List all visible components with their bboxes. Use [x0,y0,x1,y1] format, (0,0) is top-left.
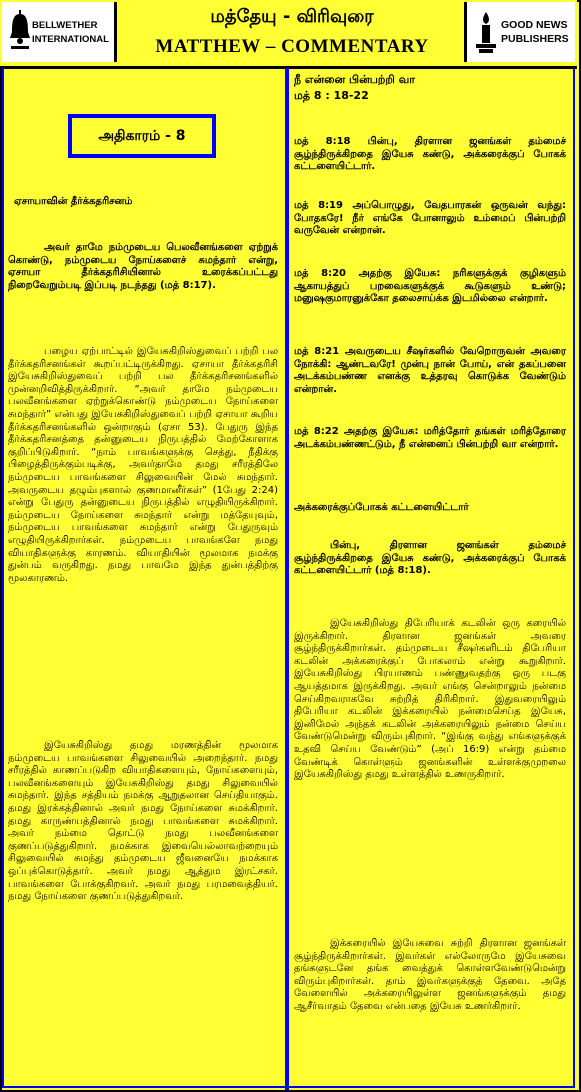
left-column [8,70,280,1084]
verse-20: மத் 8:20 அதற்கு இயேசு: நரிகளுக்குக் குழிகளும் ஆகாயத்துப் பறவைகளுக்குக் கூடுகளும் உண்டு; மனுஷகுமாரனுக்கோ தலைசாய்க்க இடமில்லை என்றார். [294,268,566,305]
section-heading: ஏசாயாவின் தீர்க்கதரிசனம் [14,196,133,207]
verse-22: மத் 8:22 அதற்கு இயேசு: மரித்தோர் தங்கள் மரித்தோரை அடக்கம்பண்ணட்டும், நீ என்னைப் பின்பற்றி வா என்றார். [294,426,566,450]
header [0,0,577,69]
paragraph: இக்கரையில் இயேசுவை சுற்றி திரளான ஜனங்கள் சூழ்ந்திருக்கிறார்கள். இவர்கள் எல்லோருமே இயேசுவை தங்களுடனே தங்க வைத்துக் கொள்ளவேண்டுமென்று விரும்புகிறார்கள். தாம் இவர்களுக்குத் தேவை. அதே வேளையில் அக்கரையிலுள்ள ஜனங்களுக்கும் தமது ஆசீர்வாதம் தேவை என்பதை இயேசு உணர்கிறார். [294,938,566,1012]
bell-icon [8,10,32,56]
title-tamil: மத்தேயு - விரிவுரை [210,6,374,27]
chapter-box [68,114,216,158]
logo-line-1: BELLWETHER [32,20,98,31]
verse-19: மத் 8:19 அப்பொழுது, வேதபாரகன் ஒருவன் வந்து: போதகரே! நீர் எங்கே போனாலும் உம்மைப் பின்பற்றி வருவேன் என்றான். [294,200,566,237]
paragraph: இயேசுகிறிஸ்து திபேரியாக் கடலின் ஒரு கரையில் இருக்கிறார். திரளான ஜனங்கள் அவரை சூழ்ந்திருக்கிறார்கள். தம்முடைய சீஷர்களிடம் திபேரியா கடலின் அக்கரைக்குப் போகலாம் என்று கூறுகிறார். இயேசுகிறிஸ்து பிரயாணம் பண்ணுவதற்கு ஒரு படகு ஆயத்தமாக இருக்கிறது. அவர் எங்கு சென்றாலும் நன்மை செய்கிறவராகவே சுற்றித் திரிகிறார். இதுவரையிலும் திபேரியா கடலின் இக்கரையில் நன்மைசெய்த இயேசு, இனிமேல் அந்தக் கடலின் அக்கரையிலும் நன்மை செய்ய வேண்டுமென்று விரும்புகிறார். “இங்கு வந்து எங்களுக்குக் உதவி செய்ய வேண்டும்” (அப் 16:9) என்று தம்மை வேண்டிக் கொள்ளும் ஜனங்களின் உள்ளக்குமுறலை இயேசுகிறிஸ்து தமது உள்ளத்தில் உணருகிறார். [294,618,566,781]
paragraph: பழைய ஏற்பாட்டில் இயேசுகிறிஸ்துவைப் பற்றி பல தீர்க்கதரிசனங்கள் கூறப்பட்டிருக்கிறது. ஏசாயா தீர்க்கதரிசி இயேசுகிறிஸ்துவைப் பற்றி பல தீர்க்கதரிசனங்களில் முன்னறிவித்திருக்கிறார். “அவர் தாமே நம்முடைய பலவீனங்களை ஏற்றுக்கொண்டு நம்முடைய நோய்களை சுமந்தார்” என்பது இயேசுகிறிஸ்துவைப் பற்றி ஏசாயா கூறிய தீர்க்கதரிசனங்களில் ஒன்றாகும் (ஏசா 53). பேதுரு இந்த தீர்க்கதரிசனத்தை தன்னுடைய நிருபத்தில் மேற்கோளாக குறிப்பிடுகிறார். “நாம் பாவங்களுக்கு செத்து, நீதிக்கு பிழைத்திருக்கும்படிக்கு, அவர்தாமே தமது சரீரத்திலே நம்முடைய பாவங்களை சிலுவையின் மேல் சுமந்தார். அவருடைய தழும்புகளால் குணமானீர்கள்” (1பேது 2:24) என்று பேதுரு தன்னுடைய நிருபத்தில் எழுதியிருக்கிறார். நம்முடைய நோய்களை சுமந்தார் என்று மத்தேயுவும், நம்முடைய பாவங்களை சுமந்தார் என்று பேதுருவும் எழுதியிருக்கிறார்கள். நம்முடைய பாவங்களே நமது வியாதிகளுக்கு காரணம். வியாதியின் மூலமாக நமக்கு துன்பம் வருகிறது. நமது பாவமே இந்த துன்பத்திற்கு மூலகாரணம். [8,346,278,584]
subheading: அக்கரைக்குப்போகக் கட்டளையிட்டார் [294,502,469,513]
verse-18: மத் 8:18 பின்பு, திரளான ஜனங்கள் தம்மைச் சூழ்ந்திருக்கிறதை இயேசு கண்டு, அக்கரைக்குப் போகக் கட்டளையிட்டார். [294,136,566,173]
bottom-border [2,1086,575,1088]
column-divider [285,68,289,1090]
logo-line-2: INTERNATIONAL [32,34,109,45]
chapter-label: அதிகாரம் - 8 [98,128,186,144]
key-verse: அவர் தாமே நம்முடைய பெலவீனங்களை ஏற்றுக் கொண்டு, நம்முடைய நோய்களைச் சுமந்தார் என்று, ஏசாயா தீர்க்கதரிசியினால் உரைக்கப்பட்டது நிறைவேறும்படி இப்படி நடந்தது (மத் 8:17). [8,242,278,291]
verse-21: மத் 8:21 அவருடைய சீஷர்களில் வேறொருவன் அவரை நோக்கி: ஆண்டவரே! முன்பு நான் போய், என் தகப்பனை அடக்கம்பண்ண எனக்கு உத்தரவு கொடுக்க வேண்டும் என்றான். [294,346,566,395]
logo-line-1: GOOD NEWS [501,19,568,31]
title-english: MATTHEW – COMMENTARY [155,36,429,57]
right-border [573,68,575,1088]
candle-icon [473,10,499,56]
bellwether-logo [2,2,117,62]
key-verse: பின்பு, திரளான ஜனங்கள் தம்மைச் சூழ்ந்திருக்கிறதை இயேசு கண்டு, அக்கரைக்குப் போகக் கட்டளையிட்டார் (மத் 8:18). [294,540,566,577]
section-heading: நீ என்னை பின்பற்றி வா [294,73,415,86]
left-border [2,68,4,1088]
paragraph: இயேசுகிறிஸ்து தமது மரணத்தின் மூலமாக நம்முடைய பாவங்களை சிலுவையில் அறைந்தார். நமது சரீரத்தில் காணப்படுகிற வியாதிகளையும், நோய்களையும், பலவீனங்களையும் இயேசுகிறிஸ்து தமது சிலுவையில் சுமந்தார். இந்த சத்தியம் நமக்கு ஆறுதலான செய்தியாகும். தமது இரக்கத்தினால் அவர் நமது நோய்களை சுமக்கிறார். தமது காருண்யத்தினால் நமது பாவங்களை சுமக்கிறார். அவர் நம்மை தொட்டு நமது பலவீனங்களை குணப்படுத்துகிறார். நமக்காக இவையெல்லாவற்றையும் சிலுவையில் சுமந்து தம்முடைய ஜீவனையே நமக்காக ஒப்புக்கொடுத்தார். அவர் நமது ஆத்தும இரட்சகர். பாவங்களை போக்குகிறவர். அவர் நமது பரமவைத்தியர். நமது நோய்களை குணப்படுத்துகிறவர். [8,740,278,903]
section-reference: மத் 8 : 18-22 [294,89,369,102]
right-column [294,70,569,1084]
good-news-logo [464,2,575,62]
logo-line-2: PUBLISHERS [501,33,569,45]
